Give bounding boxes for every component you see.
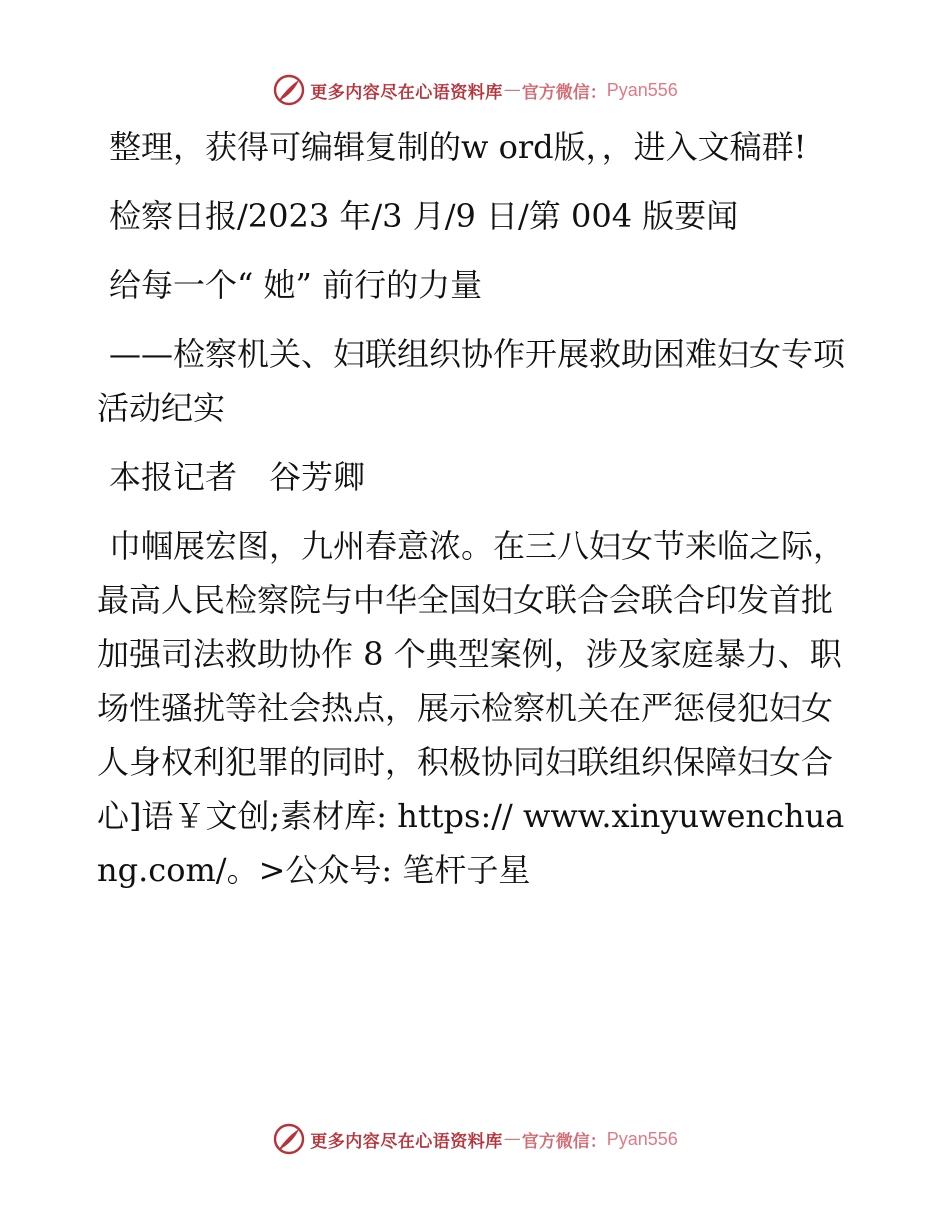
headline: 给每一个“ 她” 前行的力量 xyxy=(109,266,483,304)
banner-wechat-id: Pyan556 xyxy=(606,79,678,100)
banner-dash: — xyxy=(503,80,521,100)
banner-main-text: 更多内容尽在心语资料库 xyxy=(310,1131,503,1152)
document-body xyxy=(97,120,857,897)
quill-logo-icon xyxy=(272,73,306,107)
subheadline: ——检察机关、妇联组织协作开展救助困难妇女专项活动纪实 xyxy=(97,335,846,427)
banner-main-text: 更多内容尽在心语资料库 xyxy=(310,82,503,103)
banner-label: 官方微信： xyxy=(521,1131,607,1152)
intro-line: 整理，获得可编辑复制的w ord版，，进入文稿群! xyxy=(109,128,807,166)
byline: 本报记者 谷芳卿 xyxy=(109,458,366,496)
banner-dash: — xyxy=(503,1129,521,1149)
watermark-banner-top xyxy=(0,70,950,110)
watermark-banner-bottom xyxy=(0,1119,950,1159)
banner-wechat-id: Pyan556 xyxy=(606,1128,678,1149)
body-paragraph: 巾帼展宏图，九州春意浓。在三八妇女节来临之际，最高人民检察院与中华全国妇女联合会联合印发首批加强司法救助协作 8 个典型案例，涉及家庭暴力、职场性骚扰等社会热点，展示检察机关在严惩侵犯妇女人身权利犯罪的同时，积极协同妇联组织保障妇女合心]语￥文创;素材库: https:// www.xinyuwenchuang.com/。>公众号: 笔杆子星 xyxy=(97,527,846,889)
banner-label: 官方微信： xyxy=(521,82,607,103)
source-line: 检察日报/2023 年/3 月/9 日/第 004 版要闻 xyxy=(109,197,739,235)
quill-logo-icon xyxy=(272,1122,306,1156)
